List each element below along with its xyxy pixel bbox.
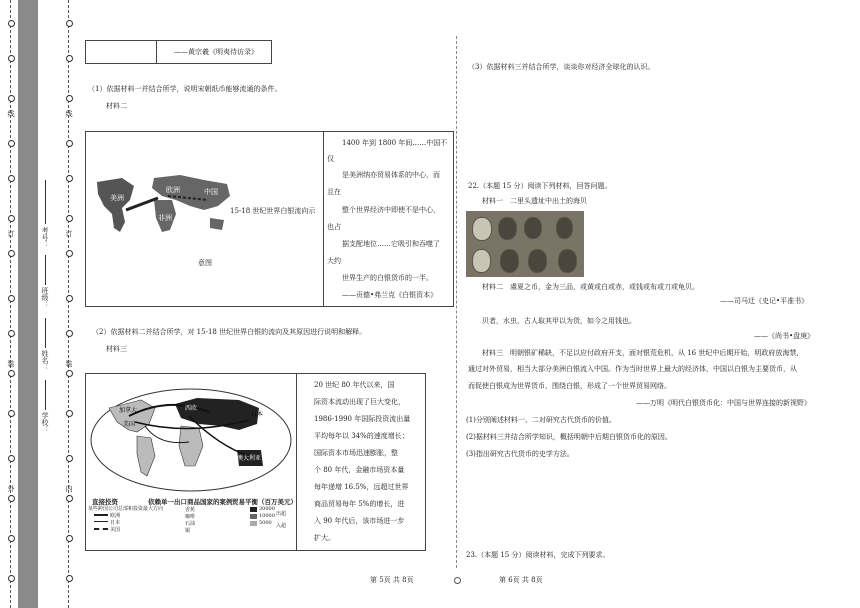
material-2-text: 大约 <box>327 257 341 265</box>
question-22-2: (2)据材料三并结合所学知识，概括明朝中后期白银货币化的原因。 <box>466 433 672 441</box>
question-22-header: 22.（本题 15 分）阅读下列材料，回答问题。 <box>468 182 612 190</box>
cut-line-circle <box>8 455 15 462</box>
map-label: 中国 <box>204 188 218 196</box>
legend-line <box>94 528 108 530</box>
legend-tag: 入超 <box>276 523 287 529</box>
legend-item: 咖啡 <box>185 514 196 520</box>
cut-line-circle <box>66 455 73 462</box>
quote-attribution: ——黄宗羲《明夷待访录》 <box>174 48 258 56</box>
material-3-text: 扩大。 <box>314 534 335 542</box>
material-3-text: 每年递增 16.5%，远超过世界 <box>314 483 409 491</box>
material-2-text: 1400 年到 1800 年间……中国不 <box>342 139 448 147</box>
binding-label: 内 <box>65 485 73 492</box>
field-school-line[interactable] <box>45 380 46 410</box>
material-3-text: 通过对外贸易，相当大部分美洲白银流入中国。作为当时世界上最大的经济体，中国以白银为主要货币，从 <box>468 365 797 373</box>
question-2: （2）依据材料二并结合所学，对 15-18 世纪世界白银的流向及其原因进行说明和解释。 <box>92 328 367 336</box>
legend-col1-title: 直接投资 <box>92 498 118 506</box>
legend-swatch <box>250 514 257 519</box>
cut-line-circle <box>66 410 73 417</box>
material-2-label: 材料二 <box>106 102 127 110</box>
material-3-text: 而促使白银成为世界货币，围绕白银，形成了一个世界贸易网络。 <box>468 382 671 390</box>
cut-line-circle <box>66 140 73 147</box>
material-2-text: 世界生产的白银货币的一半。 <box>342 274 433 282</box>
legend-item: 香蕉 <box>185 507 196 513</box>
material-2-citation: ——贡德•弗兰克《白银资本》 <box>342 291 438 299</box>
material-3-text: 1986-1990 年国际投资流出量 <box>314 415 411 423</box>
map-label: 加拿大 <box>119 407 138 414</box>
binding-label: 装 <box>7 360 15 367</box>
field-name-line[interactable] <box>45 318 46 348</box>
material-2-text: 仅 <box>327 155 334 163</box>
legend-tag: 出超 <box>276 511 287 517</box>
legend-col1-sub: 某些跨国公司总部和投资最大方向 <box>88 506 164 512</box>
binding-label: 线 <box>65 110 73 117</box>
outer-cut-line <box>10 0 11 608</box>
material-3-citation: ——万明《明代白银货币化：中国与世界连接的新视野》 <box>636 399 811 407</box>
cut-line-circle <box>66 20 73 27</box>
field-class-line[interactable] <box>45 255 46 285</box>
field-name-label: 姓名： <box>41 350 49 371</box>
material-2-text-2: 贝者，水虫，古人取其甲以为货，如今之用钱也。 <box>482 317 636 325</box>
material-3-text: 材料三 明朝银矿稀缺，不足以应付政府开支，面对银荒危机，从 16 世纪中后期开始，明政府放海禁， <box>482 349 804 357</box>
cut-line-circle <box>8 250 15 257</box>
question-22-1: (1)分别阐述材料一、二对研究古代货币的价值。 <box>466 416 616 424</box>
legend-swatch <box>250 521 257 526</box>
cut-line-circle <box>8 175 15 182</box>
cut-line-circle <box>8 495 15 502</box>
material-3-text: 20 世纪 80 年代以来，国 <box>314 381 395 389</box>
cut-line-circle <box>8 410 15 417</box>
binding-label: 订 <box>7 230 15 237</box>
question-3: （3）依据材料三并结合所学，谈谈你对经济全球化的认识。 <box>468 63 655 71</box>
legend-col3-title: 贸易平衡（百万美元） <box>232 498 297 506</box>
cut-line-circle <box>66 330 73 337</box>
cut-line-circle <box>8 20 15 27</box>
page-footer-right: 第 6页 共 8页 <box>499 576 543 584</box>
page-divider <box>456 36 457 568</box>
material-2-text: 且在 <box>327 188 341 196</box>
material-2-citation: ——司马迁《史记•平准书》 <box>720 297 809 305</box>
field-id-label: 考号： <box>41 227 49 248</box>
legend-line <box>94 521 108 522</box>
cut-line-circle <box>8 95 15 102</box>
cut-line-circle <box>66 175 73 182</box>
legend-item: 美国 <box>110 527 121 533</box>
cut-line-circle <box>66 535 73 542</box>
legend-item: 日本 <box>110 520 121 526</box>
legend-swatch <box>250 507 257 512</box>
material-3-text: 个 80 年代，金融市场资本量 <box>314 466 405 474</box>
map-label: 日本 <box>251 411 264 418</box>
cut-line-circle <box>66 55 73 62</box>
cut-line-circle <box>8 215 15 222</box>
map-1-title-2: 意图 <box>198 259 212 267</box>
legend-item: 5000 <box>259 520 272 526</box>
cut-line-circle <box>8 330 15 337</box>
material-1-label: 材料一 二里头遗址中出土的海贝 <box>482 197 587 205</box>
material-2-citation-2: ——《尚书•盘庚》 <box>754 332 815 340</box>
globalization-map <box>89 386 294 494</box>
material-3-label: 材料三 <box>106 345 127 353</box>
map-label: 欧洲 <box>166 186 180 194</box>
cut-line-circle <box>8 370 15 377</box>
binding-label: 装 <box>65 360 73 367</box>
quote-box <box>85 40 272 64</box>
material-3-text: 商品贸易每年 5%的增长，进 <box>314 500 405 508</box>
binding-strip <box>18 0 38 608</box>
map-label: 西欧 <box>185 405 198 412</box>
material-3-text: 平均每年以 34%的速度增长； <box>314 432 409 440</box>
binding-label: 线 <box>7 110 15 117</box>
cut-line-circle <box>66 575 73 582</box>
material-3-text: 际资本流动出现了巨大变化， <box>314 398 405 406</box>
map-label: 非洲 <box>158 214 172 222</box>
cut-line-circle <box>8 295 15 302</box>
page-footer-left: 第 5页 共 8页 <box>370 576 414 584</box>
cut-line-circle <box>66 370 73 377</box>
legend-item: 石油 <box>185 521 196 527</box>
material-3-text: 入 90 年代后，该市场进一步 <box>314 517 405 525</box>
question-22-3: (3)指出研究古代货币的史学方法。 <box>466 450 574 458</box>
legend-item: 铜 <box>185 528 191 534</box>
cut-line-circle <box>8 575 15 582</box>
binding-label: 订 <box>65 230 73 237</box>
material-2-text: 整个世界经济中即使不是中心， <box>342 206 440 214</box>
cut-line-circle <box>66 250 73 257</box>
map-label: 澳大利亚 <box>237 455 262 462</box>
field-class-label: 班级： <box>41 287 49 308</box>
legend-col2-title: 依赖单一出口商品国家的案例 <box>148 498 233 506</box>
question-23-header: 23.（本题 15 分）阅读材料，完成下列要求。 <box>466 551 610 559</box>
cut-line-circle <box>8 140 15 147</box>
cut-line-circle <box>66 495 73 502</box>
map-label: 美国 <box>123 421 136 428</box>
map-label: 美洲 <box>110 194 124 202</box>
cut-line-circle <box>66 215 73 222</box>
cut-line-circle <box>8 535 15 542</box>
material-2-text: 据支配地位……它吸引和吞噬了 <box>342 240 440 248</box>
legend-item: 欧洲 <box>110 513 121 519</box>
silver-flow-map <box>92 170 237 245</box>
material-3-text: 国际资本市场迅速膨胀，整 <box>314 449 398 457</box>
cut-line-circle <box>66 95 73 102</box>
legend-line <box>94 514 108 516</box>
question-1: （1）依据材料一并结合所学，说明宋朝纸币能够流通的条件。 <box>88 85 282 93</box>
field-school-label: 学校： <box>41 412 49 433</box>
legend-item: 10000 <box>259 513 275 519</box>
field-id-line[interactable] <box>45 180 46 224</box>
map-1-title: 15-18 世纪世界白银流向示 <box>230 207 316 215</box>
page-divider-circle <box>454 577 461 584</box>
material-2-text: 材料二 虞夏之币，金为三品，或黄或白或赤，或钱或布或刀或龟贝。 <box>482 283 699 291</box>
material-2-text: 也占 <box>327 223 341 231</box>
legend-item: 30000 <box>259 506 275 512</box>
shell-photo <box>466 211 584 277</box>
binding-label: 外 <box>7 485 15 492</box>
cut-line-circle <box>8 55 15 62</box>
material-2-text: 是美洲纳亦贸易体系的中心，而 <box>342 171 440 179</box>
inner-cut-line <box>68 0 69 608</box>
cut-line-circle <box>66 295 73 302</box>
